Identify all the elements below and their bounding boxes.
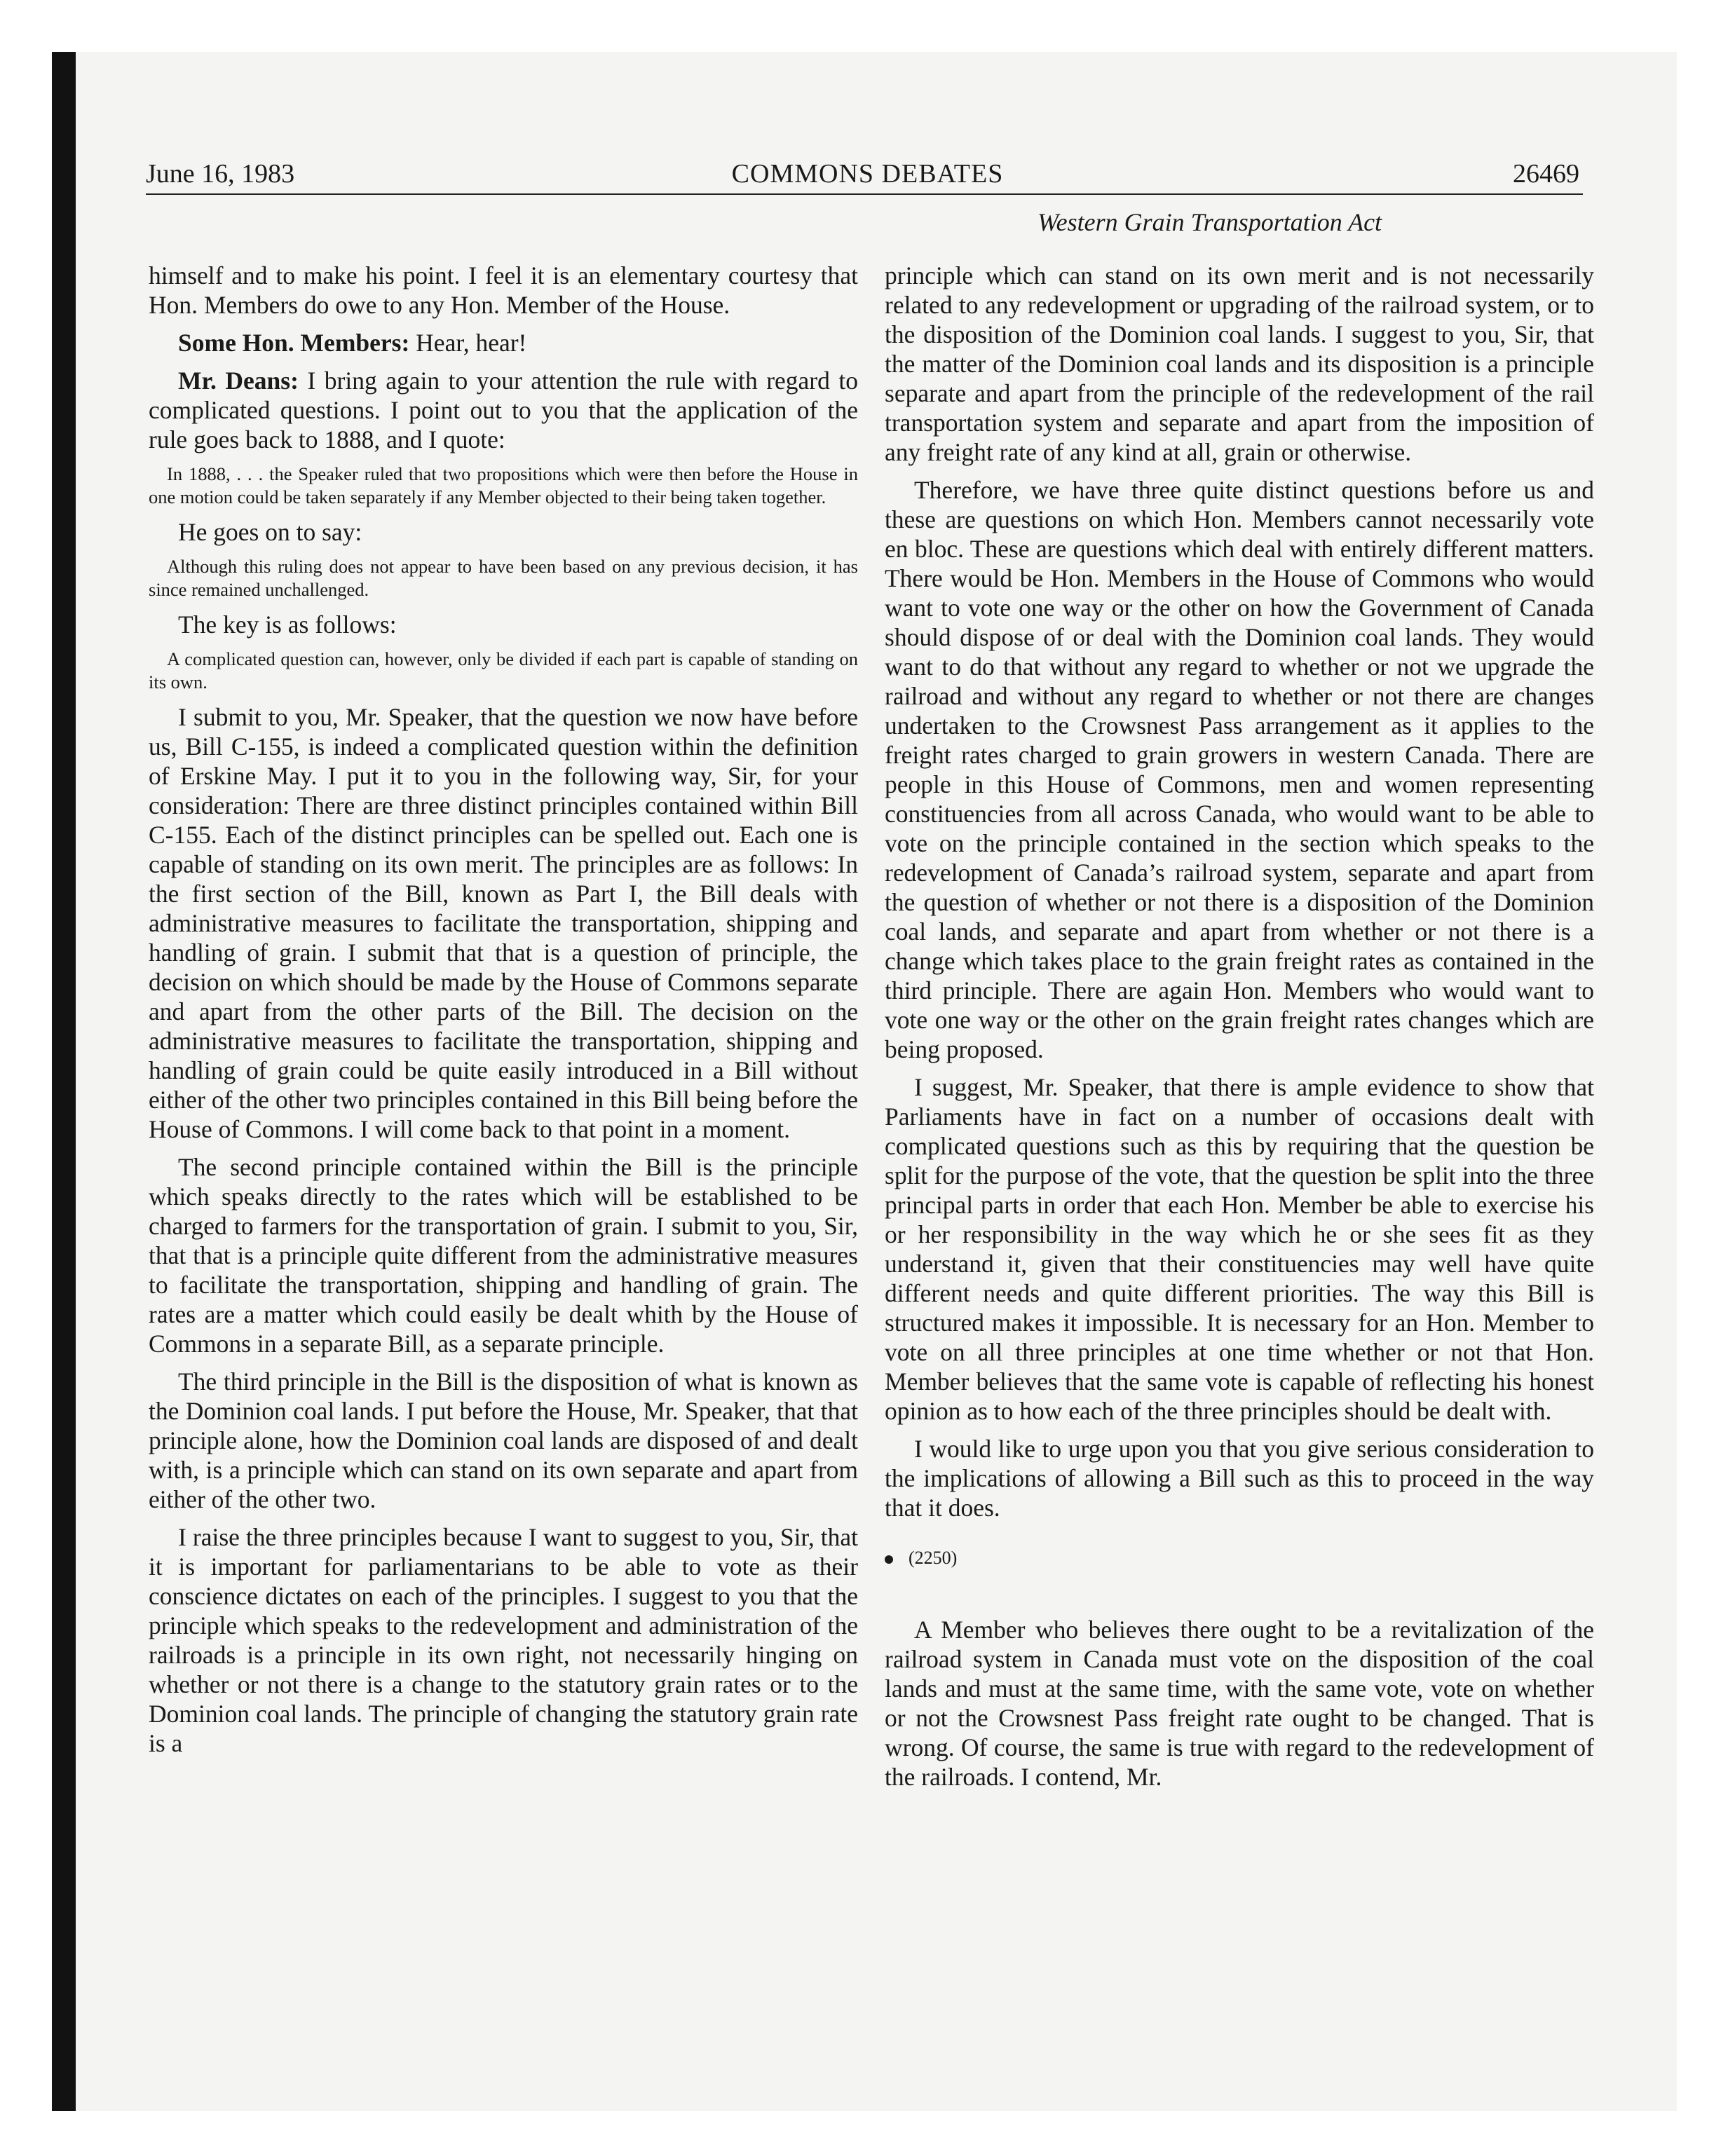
paragraph: The key is as follows: bbox=[178, 610, 397, 639]
speech-text: I bring again to your attention the rule with regard to complicated questions. I point out to you that the application of the rule goes back to 1888, and I quote: bbox=[149, 367, 858, 453]
paragraph: He goes on to say: bbox=[178, 518, 362, 546]
interjection-speaker: Some Hon. Members: bbox=[178, 329, 410, 357]
paragraph: The second principle contained within the Bill is the principle which speaks directly to the rates which will be established to be charged to farmers for the transportation of grain. I submit to you, Sir, that that is a principle quite different from the administrative measures to facilitate the transportation, shipping and handling of grain. The rates are a matter which could easily be dealt whith by the House of Commons in a separate Bill, as a separate principle. bbox=[149, 1153, 858, 1358]
header-date: June 16, 1983 bbox=[146, 159, 295, 189]
paragraph: principle which can stand on its own merit and is not necessarily related to any redevelopment or upgrading of the railroad system, or to the disposition of the Dominion coal lands. I suggest to you, Sir, that the matter of the Dominion coal lands and its disposition is a principle separate and apart from the principle of the redevelopment of the rail transportation system and separate and apart from the imposition of any freight rate of any kind at all, grain or otherwise. bbox=[885, 261, 1594, 466]
running-head: Western Grain Transportation Act bbox=[1037, 208, 1382, 236]
interjection bbox=[149, 328, 858, 357]
speaker-name: Mr. Deans: bbox=[178, 367, 299, 395]
binding-edge bbox=[52, 52, 76, 2111]
paragraph: A Member who believes there ought to be a revitalization of the railroad system in Canada must vote on the disposition of the coal lands and must at the same time, with the same vote, vote on whether or not the Crowsnest Pass freight rate ought to be changed. That is wrong. Of course, the same is true with regard to the redevelopment of the railroads. I contend, Mr. bbox=[885, 1616, 1594, 1791]
interjection-text: Hear, hear! bbox=[409, 329, 527, 357]
time-marker-text: (2250) bbox=[909, 1548, 958, 1568]
block-quote: Although this ruling does not appear to have been based on any previous decision, it has since remained unchallenged. bbox=[149, 556, 858, 600]
right-column bbox=[885, 261, 1594, 1800]
paragraph: Therefore, we have three quite distinct questions before us and these are questions on which Hon. Members cannot necessarily vote en bloc. These are questions which deal with entirely different matters. There would be Hon. Members in the House of Commons who would want to vote one way or the other on how the Government of Canada should dispose of or deal with the Dominion coal lands. They would want to do that without any regard to whether or not we upgrade the railroad and without any regard to whether or not there are changes undertaken to the Crowsnest Pass arrangement as it applies to the freight rates charged to grain growers in western Canada. There are people in this House of Commons, men and women representing constituencies from all across Canada, who would want to be able to vote on the principle contained in the section which speaks to the redevelopment of Canada’s railroad system, separate and apart from the question of whether or not there is a disposition of the Dominion coal lands, and separate and apart from whether or not there is a change which takes place to the grain freight rates as contained in the third principle. There are again Hon. Members who would want to vote one way or the other on the grain freight rates changes which are being proposed. bbox=[885, 476, 1594, 1063]
paragraph: The third principle in the Bill is the disposition of what is known as the Dominion coal lands. I put before the House, Mr. Speaker, that that principle alone, how the Dominion coal lands are disposed of and dealt with, is a principle which can stand on its own separate and apart from either of the other two. bbox=[149, 1367, 858, 1513]
header-rule bbox=[146, 193, 1583, 195]
header-title: COMMONS DEBATES bbox=[731, 159, 1004, 189]
block-quote: In 1888, . . . the Speaker ruled that two propositions which were then before the House in one motion could be taken separately if any Member objected to their being taken together. bbox=[149, 463, 858, 507]
bullet-icon bbox=[885, 1555, 893, 1564]
paragraph: I suggest, Mr. Speaker, that there is ample evidence to show that Parliaments have in fact on a number of occasions dealt with complicated questions such as this by requiring that the question be split for the purpose of the vote, that the question be split into the three principal parts in order that each Hon. Member be able to exercise his or her responsibility in the way which he or she sees fit as they understand it, given that their constituencies may well have quite different needs and quite different priorities. The way this Bill is structured makes it impossible. It is necessary for an Hon. Member to vote on all three principles at one time whether or not that Hon. Member believes that the same vote is capable of reflecting his honest opinion as to how each of the three principles should be dealt with. bbox=[885, 1073, 1594, 1425]
paragraph: I would like to urge upon you that you give serious consideration to the implications of allowing a Bill such as this to proceed in the way that it does. bbox=[885, 1435, 1594, 1522]
paragraph: I raise the three principles because I want to suggest to you, Sir, that it is important for parliamentarians to be able to vote as their conscience dictates on each of the principles. I suggest to you that the principle which speaks to the redevelopment and administration of the railroads is a principle in its own right, not necessarily hinging on whether or not there is a change to the statutory grain rates or to the Dominion coal lands. The principle of changing the statutory grain rate is a bbox=[149, 1523, 858, 1757]
left-column bbox=[149, 261, 858, 1766]
paragraph: I submit to you, Mr. Speaker, that the question we now have before us, Bill C-155, is indeed a complicated question within the definition of Erskine May. I put it to you in the following way, Sir, for your consideration: There are three distinct principles contained within Bill C-155. Each of the distinct principles can be spelled out. Each one is capable of standing on its own merit. The principles are as follows: In the first section of the Bill, known as Part I, the Bill deals with administrative measures to facilitate the transportation, shipping and handling of grain. I submit that that is a question of principle, the decision on which should be made by the House of Commons separate and apart from the other parts of the Bill. The decision on the administrative measures to facilitate the transportation, shipping and handling of grain could be quite easily introduced in a Bill without either of the other two principles contained in this Bill being before the House of Commons. I will come back to that point in a moment. bbox=[149, 703, 858, 1143]
page-number: 26469 bbox=[1513, 159, 1579, 189]
speech-paragraph bbox=[149, 366, 858, 454]
paragraph: himself and to make his point. I feel it is an elementary courtesy that Hon. Members do owe to any Hon. Member of the House. bbox=[149, 261, 858, 319]
block-quote: A complicated question can, however, only be divided if each part is capable of standing on its own. bbox=[149, 648, 858, 692]
time-marker bbox=[885, 1543, 1594, 1573]
